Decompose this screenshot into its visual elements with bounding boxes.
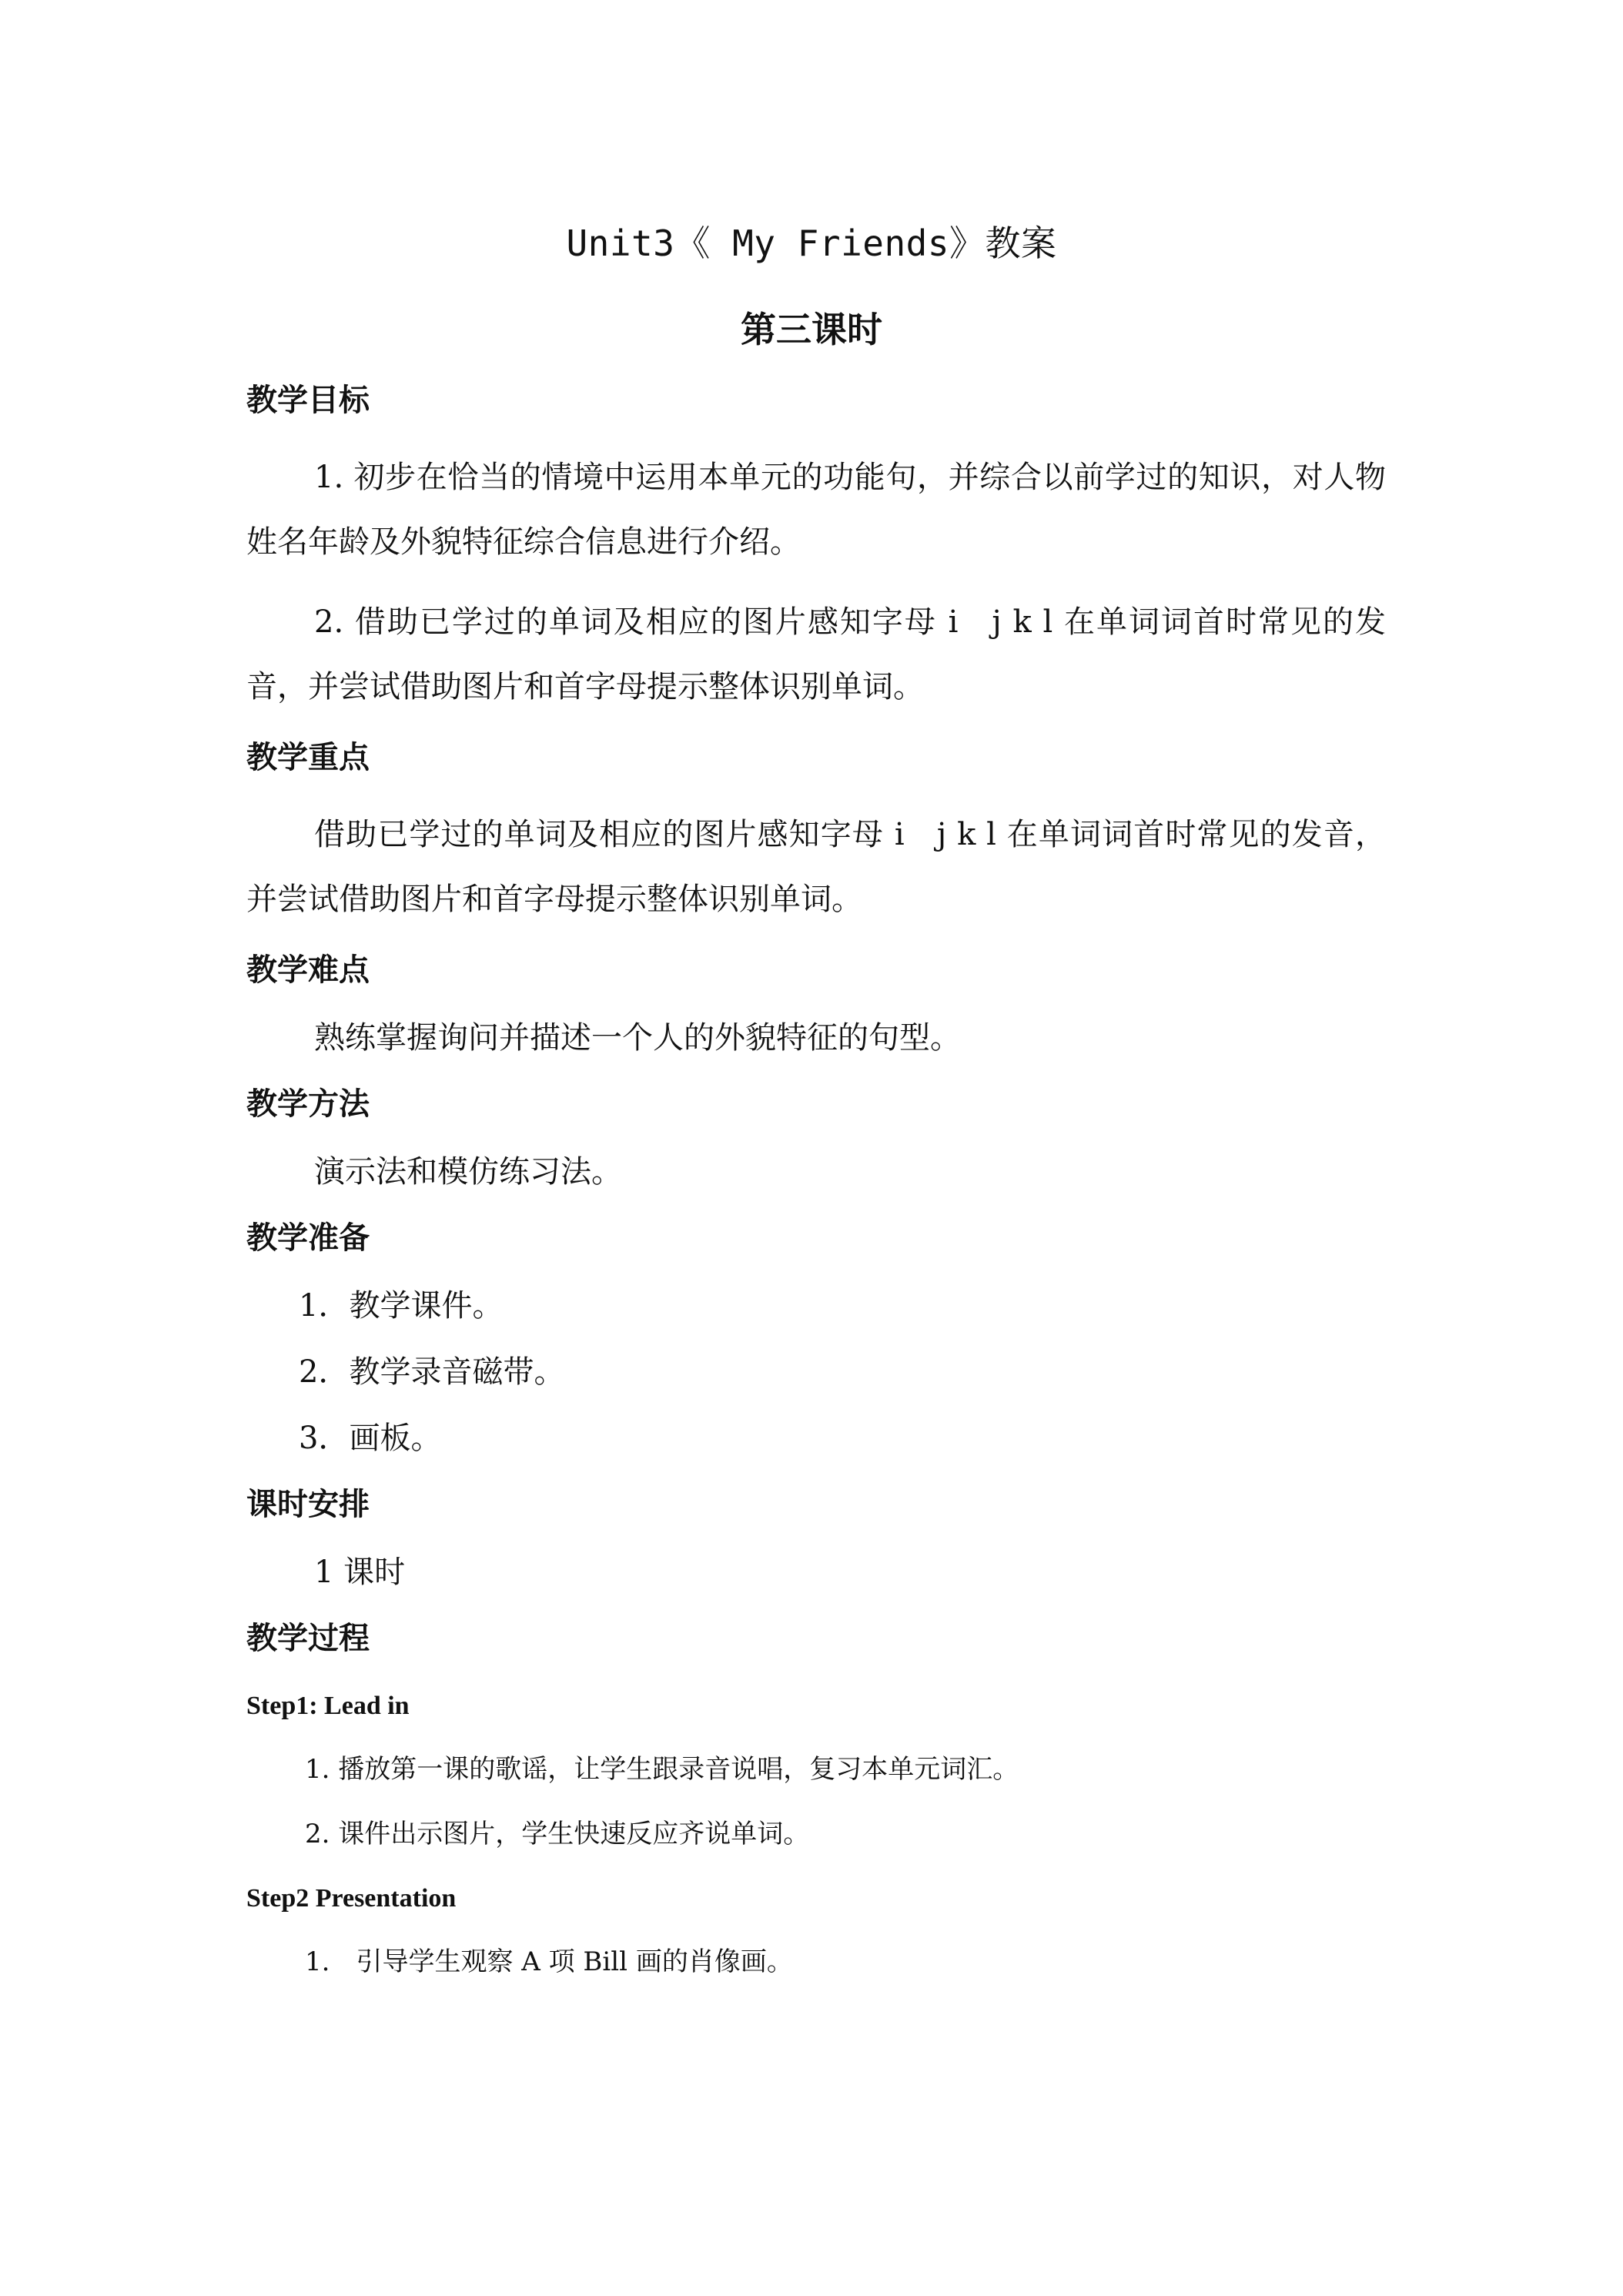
- step1-item-2: 2. 课件出示图片，学生快速反应齐说单词。: [305, 1819, 810, 1849]
- step2-item-1: 1. 引导学生观察 A 项 Bill 画的肖像画。: [305, 1946, 793, 1977]
- key-points-text: 借助已学过的单词及相应的图片感知字母 i j k l 在单词词首时常见的发音，并尝试借助图片和首字母提示整体识别单词。: [246, 817, 1386, 917]
- lesson-subtitle: 第三课时: [741, 309, 882, 350]
- section-heading-preparation: 教学准备: [246, 1220, 370, 1256]
- objective-item-1: 1. 初步在恰当的情境中运用本单元的功能句，并综合以前学过的知识，对人物姓名年龄及外貌特征综合信息进行介绍。: [246, 460, 1386, 560]
- section-heading-difficulties: 教学难点: [246, 952, 370, 988]
- preparation-item-2: 2．教学录音磁带。: [299, 1354, 565, 1390]
- schedule-text: 1 课时: [314, 1555, 406, 1590]
- section-heading-process: 教学过程: [246, 1621, 370, 1656]
- preparation-item-1: 1．教学课件。: [299, 1288, 504, 1324]
- section-heading-objectives: 教学目标: [246, 383, 370, 418]
- section-heading-key-points: 教学重点: [246, 740, 370, 775]
- document-body: [246, 377, 1386, 2003]
- document-title: Unit3《 My Friends》教案: [566, 223, 1057, 264]
- preparation-item-3: 3．画板。: [299, 1421, 442, 1456]
- objective-item-2: 2. 借助已学过的单词及相应的图片感知字母 i j k l 在单词词首时常见的发音，并尝试借助图片和首字母提示整体识别单词。: [246, 604, 1386, 705]
- section-heading-methods: 教学方法: [246, 1086, 370, 1122]
- step1-heading: Step1: Lead in: [246, 1692, 410, 1720]
- step2-heading: Step2 Presentation: [246, 1884, 457, 1913]
- difficulties-text: 熟练掌握询问并描述一个人的外貌特征的句型。: [314, 1020, 961, 1056]
- step1-item-1: 1. 播放第一课的歌谣，让学生跟录音说唱，复习本单元词汇。: [305, 1754, 1019, 1785]
- methods-text: 演示法和模仿练习法。: [314, 1154, 622, 1190]
- section-heading-schedule: 课时安排: [246, 1487, 370, 1522]
